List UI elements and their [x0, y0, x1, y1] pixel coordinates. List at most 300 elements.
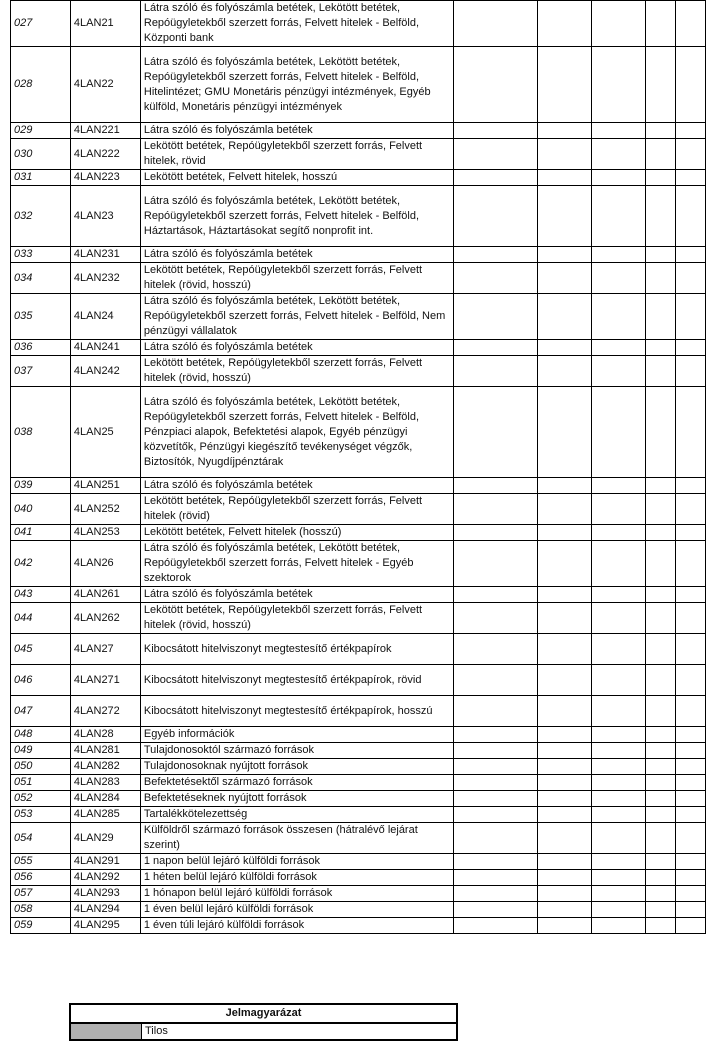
empty-cell: [454, 696, 538, 727]
empty-cell: [538, 807, 592, 823]
row-description: Tartalékkötelezettség: [140, 807, 454, 823]
row-id: 4LAN294: [70, 902, 140, 918]
table-row: [11, 870, 706, 886]
empty-cell: [538, 634, 592, 665]
empty-cell: [538, 603, 592, 634]
empty-cell: [675, 186, 705, 247]
empty-cell: [538, 696, 592, 727]
empty-cell: [538, 478, 592, 494]
empty-cell: [675, 791, 705, 807]
empty-cell: [454, 47, 538, 123]
table-row: [11, 356, 706, 387]
row-id: 4LAN26: [70, 541, 140, 587]
empty-cell: [646, 886, 676, 902]
row-description: Kibocsátott hitelviszonyt megtestesítő értékpapírok: [140, 634, 454, 665]
row-code: 057: [11, 886, 71, 902]
row-id: 4LAN293: [70, 886, 140, 902]
legend-swatch: [71, 1024, 142, 1039]
legend-item: [71, 1024, 456, 1039]
empty-cell: [675, 478, 705, 494]
empty-cell: [592, 870, 646, 886]
row-id: 4LAN242: [70, 356, 140, 387]
empty-cell: [592, 727, 646, 743]
row-code: 040: [11, 494, 71, 525]
empty-cell: [538, 47, 592, 123]
empty-cell: [646, 823, 676, 854]
table-row: [11, 294, 706, 340]
empty-cell: [538, 587, 592, 603]
empty-cell: [454, 727, 538, 743]
row-description: Befektetéseknek nyújtott források: [140, 791, 454, 807]
row-id: 4LAN271: [70, 665, 140, 696]
table-row: [11, 478, 706, 494]
row-code: 059: [11, 918, 71, 934]
table-row: [11, 886, 706, 902]
empty-cell: [675, 902, 705, 918]
table-row: [11, 854, 706, 870]
empty-cell: [454, 854, 538, 870]
row-id: 4LAN281: [70, 743, 140, 759]
table-row: [11, 186, 706, 247]
row-description: Lekötött betétek, Felvett hitelek, hosszú: [140, 170, 454, 186]
empty-cell: [538, 340, 592, 356]
empty-cell: [592, 263, 646, 294]
empty-cell: [538, 494, 592, 525]
empty-cell: [592, 356, 646, 387]
row-id: 4LAN252: [70, 494, 140, 525]
empty-cell: [592, 123, 646, 139]
empty-cell: [538, 759, 592, 775]
row-id: 4LAN223: [70, 170, 140, 186]
empty-cell: [646, 263, 676, 294]
row-id: 4LAN23: [70, 186, 140, 247]
row-description: Látra szóló és folyószámla betétek, Lekötött betétek, Repóügyletekből szerzett forrás, Felvett hitelek - Egyéb szektorok: [140, 541, 454, 587]
row-code: 038: [11, 387, 71, 478]
empty-cell: [675, 587, 705, 603]
row-code: 034: [11, 263, 71, 294]
row-description: 1 héten belül lejáró külföldi források: [140, 870, 454, 886]
empty-cell: [675, 340, 705, 356]
row-id: 4LAN292: [70, 870, 140, 886]
row-code: 033: [11, 247, 71, 263]
row-id: 4LAN291: [70, 854, 140, 870]
empty-cell: [646, 807, 676, 823]
row-description: Látra szóló és folyószámla betétek: [140, 123, 454, 139]
row-description: 1 hónapon belül lejáró külföldi források: [140, 886, 454, 902]
row-code: 045: [11, 634, 71, 665]
empty-cell: [454, 541, 538, 587]
empty-cell: [592, 139, 646, 170]
row-code: 042: [11, 541, 71, 587]
row-code: 049: [11, 743, 71, 759]
empty-cell: [646, 139, 676, 170]
row-id: 4LAN272: [70, 696, 140, 727]
empty-cell: [592, 294, 646, 340]
empty-cell: [592, 525, 646, 541]
empty-cell: [592, 886, 646, 902]
empty-cell: [454, 665, 538, 696]
empty-cell: [454, 294, 538, 340]
empty-cell: [675, 603, 705, 634]
legend-label: Tilos: [145, 1025, 168, 1037]
empty-cell: [454, 791, 538, 807]
table-row: [11, 823, 706, 854]
empty-cell: [454, 603, 538, 634]
empty-cell: [675, 854, 705, 870]
empty-cell: [646, 870, 676, 886]
row-id: 4LAN29: [70, 823, 140, 854]
empty-cell: [675, 541, 705, 587]
empty-cell: [646, 478, 676, 494]
empty-cell: [592, 587, 646, 603]
empty-cell: [454, 1, 538, 47]
row-description: Lekötött betétek, Repóügyletekből szerzett forrás, Felvett hitelek (rövid, hosszú): [140, 356, 454, 387]
row-description: Külföldről származó források összesen (hátralévő lejárat szerint): [140, 823, 454, 854]
empty-cell: [454, 759, 538, 775]
data-table: [10, 0, 706, 934]
table-row: [11, 340, 706, 356]
row-id: 4LAN262: [70, 603, 140, 634]
row-id: 4LAN261: [70, 587, 140, 603]
empty-cell: [675, 494, 705, 525]
table-row: [11, 775, 706, 791]
table-row: [11, 541, 706, 587]
empty-cell: [454, 356, 538, 387]
row-code: 048: [11, 727, 71, 743]
row-code: 058: [11, 902, 71, 918]
table-row: [11, 727, 706, 743]
empty-cell: [646, 587, 676, 603]
table-row: [11, 139, 706, 170]
row-id: 4LAN27: [70, 634, 140, 665]
empty-cell: [538, 123, 592, 139]
row-code: 052: [11, 791, 71, 807]
empty-cell: [646, 634, 676, 665]
empty-cell: [675, 525, 705, 541]
empty-cell: [538, 823, 592, 854]
row-id: 4LAN295: [70, 918, 140, 934]
empty-cell: [592, 665, 646, 696]
empty-cell: [646, 727, 676, 743]
empty-cell: [675, 918, 705, 934]
empty-cell: [592, 634, 646, 665]
row-description: 1 éven túli lejáró külföldi források: [140, 918, 454, 934]
row-code: 043: [11, 587, 71, 603]
empty-cell: [538, 263, 592, 294]
empty-cell: [454, 823, 538, 854]
empty-cell: [646, 603, 676, 634]
empty-cell: [646, 186, 676, 247]
empty-cell: [646, 170, 676, 186]
row-description: Látra szóló és folyószámla betétek: [140, 478, 454, 494]
row-code: 050: [11, 759, 71, 775]
row-description: Egyéb információk: [140, 727, 454, 743]
row-code: 029: [11, 123, 71, 139]
empty-cell: [538, 743, 592, 759]
row-id: 4LAN22: [70, 47, 140, 123]
empty-cell: [592, 918, 646, 934]
empty-cell: [675, 886, 705, 902]
empty-cell: [646, 791, 676, 807]
table-row: [11, 247, 706, 263]
empty-cell: [538, 854, 592, 870]
row-id: 4LAN251: [70, 478, 140, 494]
row-description: Látra szóló és folyószámla betétek: [140, 340, 454, 356]
empty-cell: [646, 775, 676, 791]
empty-cell: [675, 634, 705, 665]
empty-cell: [592, 494, 646, 525]
row-code: 047: [11, 696, 71, 727]
table-row: [11, 47, 706, 123]
row-id: 4LAN231: [70, 247, 140, 263]
empty-cell: [646, 918, 676, 934]
empty-cell: [675, 139, 705, 170]
row-id: 4LAN282: [70, 759, 140, 775]
empty-cell: [675, 727, 705, 743]
row-code: 041: [11, 525, 71, 541]
empty-cell: [454, 170, 538, 186]
empty-cell: [454, 775, 538, 791]
empty-cell: [592, 791, 646, 807]
row-id: 4LAN221: [70, 123, 140, 139]
empty-cell: [538, 387, 592, 478]
empty-cell: [454, 186, 538, 247]
empty-cell: [675, 263, 705, 294]
empty-cell: [592, 47, 646, 123]
row-description: Kibocsátott hitelviszonyt megtestesítő értékpapírok, hosszú: [140, 696, 454, 727]
empty-cell: [675, 807, 705, 823]
empty-cell: [454, 263, 538, 294]
row-id: 4LAN283: [70, 775, 140, 791]
row-description: Kibocsátott hitelviszonyt megtestesítő értékpapírok, rövid: [140, 665, 454, 696]
empty-cell: [646, 47, 676, 123]
empty-cell: [454, 634, 538, 665]
table-row: [11, 759, 706, 775]
row-code: 028: [11, 47, 71, 123]
empty-cell: [454, 918, 538, 934]
row-description: Befektetésektől származó források: [140, 775, 454, 791]
row-description: Látra szóló és folyószámla betétek, Lekötött betétek, Repóügyletekből szerzett forrás, Felvett hitelek - Belföld, Pénzpiaci alapok, Befektetési alapok, Egyéb pénzügyi közvetítők, Pénzügyi kiegészítő tevékenységet végzők, Biztosítók, Nyugdíjpénztárak: [140, 387, 454, 478]
table-row: [11, 1, 706, 47]
empty-cell: [538, 1, 592, 47]
row-id: 4LAN21: [70, 1, 140, 47]
row-id: 4LAN25: [70, 387, 140, 478]
row-code: 046: [11, 665, 71, 696]
empty-cell: [454, 387, 538, 478]
row-id: 4LAN285: [70, 807, 140, 823]
empty-cell: [538, 886, 592, 902]
empty-cell: [646, 743, 676, 759]
row-id: 4LAN253: [70, 525, 140, 541]
row-description: Tulajdonosoktól származó források: [140, 743, 454, 759]
empty-cell: [592, 1, 646, 47]
empty-cell: [675, 356, 705, 387]
row-code: 054: [11, 823, 71, 854]
row-code: 036: [11, 340, 71, 356]
empty-cell: [538, 665, 592, 696]
empty-cell: [675, 47, 705, 123]
empty-cell: [646, 696, 676, 727]
empty-cell: [454, 587, 538, 603]
row-code: 044: [11, 603, 71, 634]
row-code: 055: [11, 854, 71, 870]
empty-cell: [646, 356, 676, 387]
empty-cell: [538, 186, 592, 247]
empty-cell: [592, 387, 646, 478]
empty-cell: [592, 775, 646, 791]
row-code: 056: [11, 870, 71, 886]
empty-cell: [646, 902, 676, 918]
empty-cell: [454, 478, 538, 494]
row-id: 4LAN241: [70, 340, 140, 356]
empty-cell: [646, 525, 676, 541]
empty-cell: [675, 123, 705, 139]
empty-cell: [538, 247, 592, 263]
empty-cell: [454, 123, 538, 139]
table-row: [11, 634, 706, 665]
empty-cell: [646, 123, 676, 139]
empty-cell: [646, 494, 676, 525]
empty-cell: [646, 340, 676, 356]
empty-cell: [592, 902, 646, 918]
empty-cell: [646, 294, 676, 340]
empty-cell: [675, 775, 705, 791]
empty-cell: [538, 918, 592, 934]
empty-cell: [646, 1, 676, 47]
row-code: 053: [11, 807, 71, 823]
empty-cell: [592, 759, 646, 775]
empty-cell: [592, 603, 646, 634]
row-id: 4LAN232: [70, 263, 140, 294]
empty-cell: [538, 727, 592, 743]
row-code: 032: [11, 186, 71, 247]
empty-cell: [538, 541, 592, 587]
table-row: [11, 743, 706, 759]
empty-cell: [454, 870, 538, 886]
table-row: [11, 791, 706, 807]
empty-cell: [646, 387, 676, 478]
row-code: 031: [11, 170, 71, 186]
empty-cell: [538, 870, 592, 886]
empty-cell: [592, 743, 646, 759]
empty-cell: [646, 854, 676, 870]
table-row: [11, 587, 706, 603]
empty-cell: [592, 186, 646, 247]
empty-cell: [592, 854, 646, 870]
empty-cell: [675, 696, 705, 727]
table-row: [11, 696, 706, 727]
empty-cell: [454, 525, 538, 541]
empty-cell: [454, 340, 538, 356]
table-row: [11, 170, 706, 186]
table-row: [11, 603, 706, 634]
empty-cell: [538, 294, 592, 340]
empty-cell: [592, 807, 646, 823]
empty-cell: [454, 743, 538, 759]
row-id: 4LAN222: [70, 139, 140, 170]
empty-cell: [675, 1, 705, 47]
row-description: 1 éven belül lejáró külföldi források: [140, 902, 454, 918]
table-row: [11, 494, 706, 525]
row-description: Lekötött betétek, Repóügyletekből szerzett forrás, Felvett hitelek (rövid, hosszú): [140, 603, 454, 634]
row-description: Látra szóló és folyószámla betétek: [140, 587, 454, 603]
row-description: Látra szóló és folyószámla betétek, Lekötött betétek, Repóügyletekből szerzett forrás, Felvett hitelek - Belföld, Hitelintézet; GMU Monetáris pénzügyi intézmények, Egyéb külföld, Monetáris pénzügyi intézmények: [140, 47, 454, 123]
empty-cell: [538, 139, 592, 170]
row-description: Lekötött betétek, Felvett hitelek (hosszú): [140, 525, 454, 541]
row-id: 4LAN28: [70, 727, 140, 743]
row-code: 037: [11, 356, 71, 387]
row-code: 051: [11, 775, 71, 791]
empty-cell: [592, 823, 646, 854]
row-description: Tulajdonosoknak nyújtott források: [140, 759, 454, 775]
row-description: 1 napon belül lejáró külföldi források: [140, 854, 454, 870]
empty-cell: [646, 247, 676, 263]
row-description: Látra szóló és folyószámla betétek, Lekötött betétek, Repóügyletekből szerzett forrás, Felvett hitelek - Belföld, Háztartások, Háztartásokat segítő nonprofit int.: [140, 186, 454, 247]
empty-cell: [454, 494, 538, 525]
empty-cell: [538, 525, 592, 541]
empty-cell: [592, 541, 646, 587]
empty-cell: [538, 791, 592, 807]
empty-cell: [646, 665, 676, 696]
row-description: Látra szóló és folyószámla betétek: [140, 247, 454, 263]
empty-cell: [675, 170, 705, 186]
row-id: 4LAN24: [70, 294, 140, 340]
row-description: Látra szóló és folyószámla betétek, Lekötött betétek, Repóügyletekből szerzett forrás, Felvett hitelek - Belföld, Központi bank: [140, 1, 454, 47]
empty-cell: [675, 870, 705, 886]
row-description: Lekötött betétek, Repóügyletekből szerzett forrás, Felvett hitelek, rövid: [140, 139, 454, 170]
table-row: [11, 807, 706, 823]
empty-cell: [675, 294, 705, 340]
row-code: 039: [11, 478, 71, 494]
empty-cell: [592, 170, 646, 186]
table-body: [11, 1, 706, 934]
empty-cell: [538, 902, 592, 918]
empty-cell: [646, 759, 676, 775]
table-row: [11, 918, 706, 934]
table-row: [11, 387, 706, 478]
legend-title: Jelmagyarázat: [71, 1005, 456, 1024]
empty-cell: [454, 886, 538, 902]
table-row: [11, 525, 706, 541]
empty-cell: [646, 541, 676, 587]
row-id: 4LAN284: [70, 791, 140, 807]
empty-cell: [675, 387, 705, 478]
empty-cell: [592, 340, 646, 356]
empty-cell: [454, 247, 538, 263]
table-row: [11, 665, 706, 696]
row-code: 027: [11, 1, 71, 47]
row-description: Lekötött betétek, Repóügyletekből szerzett forrás, Felvett hitelek (rövid): [140, 494, 454, 525]
row-code: 035: [11, 294, 71, 340]
legend: [69, 1003, 458, 1041]
row-description: Lekötött betétek, Repóügyletekből szerzett forrás, Felvett hitelek (rövid, hosszú): [140, 263, 454, 294]
row-code: 030: [11, 139, 71, 170]
table-row: [11, 902, 706, 918]
empty-cell: [454, 807, 538, 823]
empty-cell: [592, 696, 646, 727]
row-description: Látra szóló és folyószámla betétek, Lekötött betétek, Repóügyletekből szerzett forrás, Felvett hitelek - Belföld, Nem pénzügyi vállalatok: [140, 294, 454, 340]
empty-cell: [592, 247, 646, 263]
empty-cell: [454, 139, 538, 170]
table-row: [11, 263, 706, 294]
empty-cell: [454, 902, 538, 918]
empty-cell: [538, 775, 592, 791]
empty-cell: [675, 665, 705, 696]
empty-cell: [538, 356, 592, 387]
empty-cell: [538, 170, 592, 186]
empty-cell: [675, 743, 705, 759]
empty-cell: [675, 823, 705, 854]
